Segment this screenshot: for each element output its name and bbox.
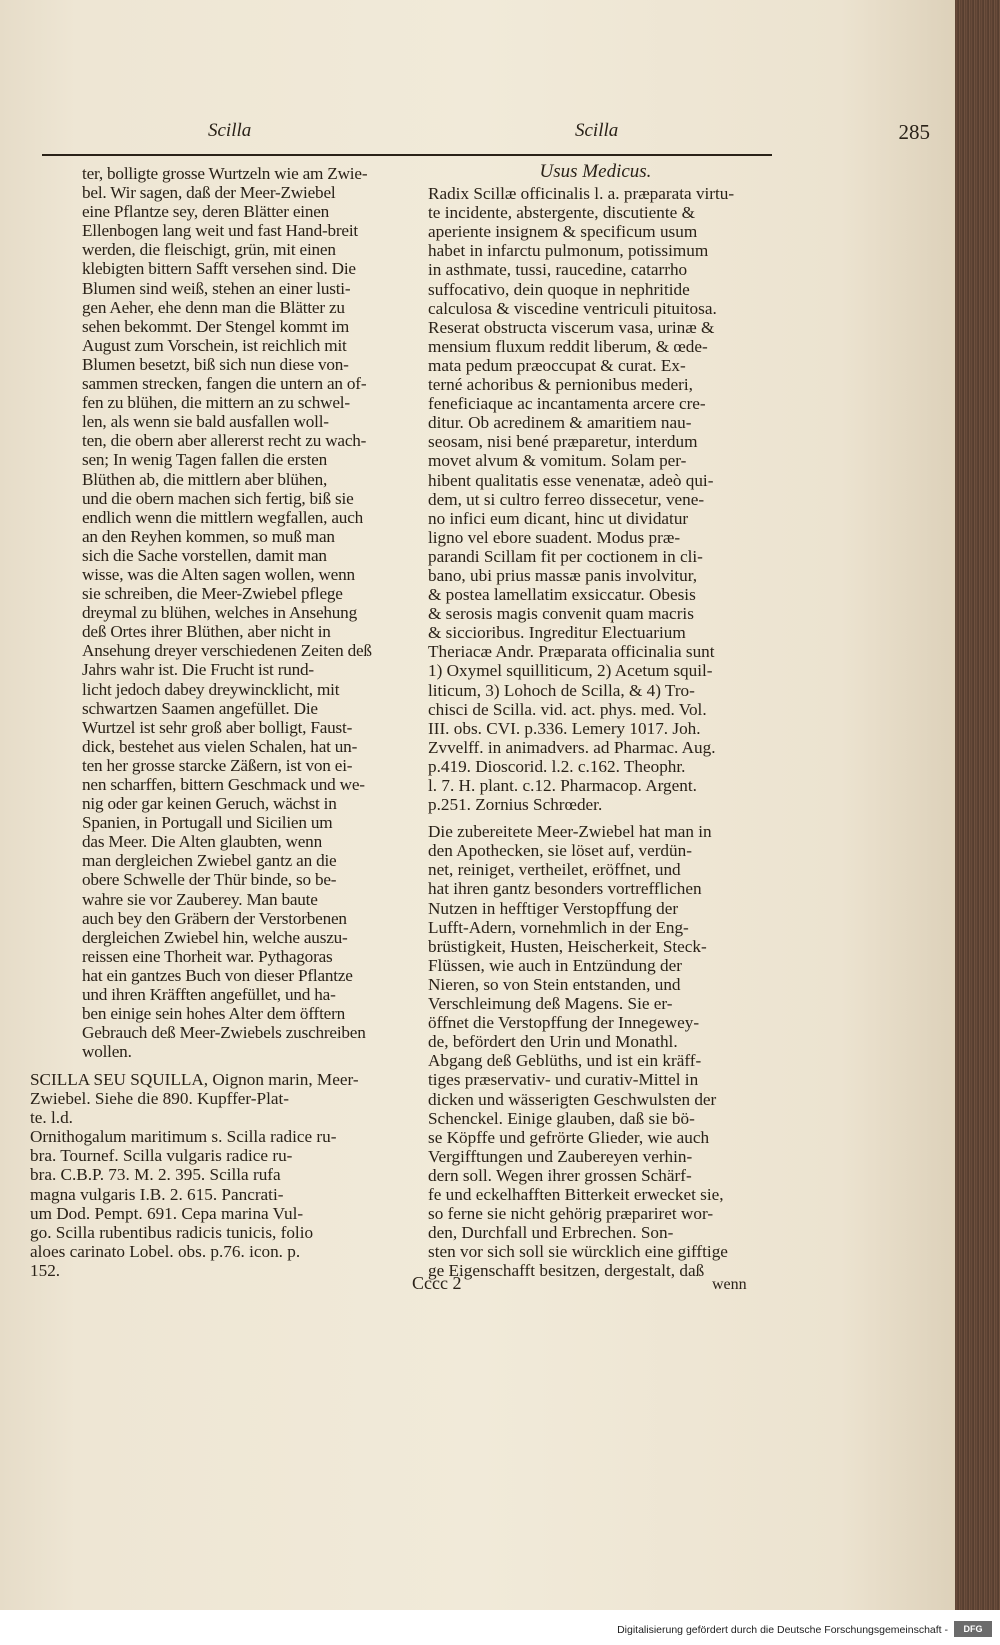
german-paragraph [428, 822, 763, 1280]
latin-line: Radix Scillæ officinalis l. a. præparata virtu- [428, 184, 735, 204]
text-line: Wurtzel ist sehr groß aber bolligt, Faust- [82, 717, 353, 737]
german-line: ge Eigenschafft besitzen, dergestalt, daß [428, 1261, 705, 1281]
signature-mark: Cccc 2 [412, 1273, 462, 1293]
german-line: hat ihren gantz besonders vortrefflichen [428, 879, 702, 899]
latin-line: & postea lamellatim exsiccatur. Obesis [428, 585, 696, 605]
text-line: dick, bestehet aus vielen Schalen, hat un- [82, 736, 358, 756]
latin-line: ditur. Ob acredinem & amaritiem nau- [428, 413, 692, 433]
german-line: dern soll. Wegen ihrer grossen Schärf- [428, 1165, 692, 1185]
text-line: schwartzen Saamen angefüllet. Die [82, 698, 318, 718]
text-line: reissen eine Thorheit war. Pythagoras [82, 946, 333, 966]
latin-line: Zvvelff. in animadvers. ad Pharmac. Aug. [428, 737, 716, 757]
text-line: Gebrauch deß Meer-Zwiebels zuschreiben [82, 1023, 366, 1043]
text-line: Ansehung dreyer verschiedenen Zeiten deß [82, 641, 372, 661]
synonym-line: um Dod. Pempt. 691. Cepa marina Vul- [30, 1203, 304, 1223]
german-line: se Köpffe und gefrörte Glieder, wie auch [428, 1127, 710, 1147]
text-line: nen scharffen, bittern Geschmack und we- [82, 775, 365, 794]
synonym-line: bra. C.B.P. 73. M. 2. 395. Scilla rufa [30, 1165, 281, 1185]
text-line: Blüthen ab, die mittlern aber blühen, [82, 469, 328, 489]
german-line: Lufft-Adern, vornehmlich in der Eng- [428, 917, 689, 937]
latin-line: terné achoribus & pernionibus mederi, [428, 375, 693, 395]
text-line: und die obern machen sich fertig, biß sie [82, 488, 354, 508]
text-line: wisse, was die Alten sagen wollen, wenn [82, 564, 355, 584]
latin-line: p.419. Dioscorid. l.2. c.162. Theophr. [428, 756, 686, 776]
german-line: den, Durchfall und Erbrechen. Son- [428, 1223, 674, 1243]
text-line: wahre sie vor Zauberey. Man baute [82, 889, 318, 909]
synonym-line: magna vulgaris I.B. 2. 615. Pancrati- [30, 1184, 284, 1204]
text-line: Ellenbogen lang weit und fast Hand-breit [82, 221, 358, 241]
latin-line: mata pedum præoccupat & curat. Ex- [428, 355, 686, 375]
german-line: den Apothecken, sie löset auf, verdün- [428, 841, 692, 861]
text-line: dreymal zu blühen, welches in Ansehung [82, 603, 357, 623]
text-line: licht jedoch dabey dreywincklicht, mit [82, 679, 340, 699]
text-line: obere Schwelle der Thür binde, so be- [82, 870, 337, 890]
page-edge [955, 0, 1000, 1610]
latin-line: bano, ubi prius massæ panis involvitur, [428, 565, 698, 585]
german-line: Verschleimung deß Magens. Sie er- [428, 994, 673, 1014]
text-line: klebigten bittern Safft versehen sind. Die [82, 259, 356, 279]
footer-bar [0, 1616, 1000, 1645]
synonym-line: go. Scilla rubentibus radicis tunicis, folio [30, 1222, 314, 1242]
synonym-line: 152. [30, 1260, 61, 1280]
section-title: Usus Medicus. [539, 161, 652, 182]
latin-line: p.251. Zornius Schrœder. [428, 795, 603, 815]
latin-line: III. obs. CVI. p.336. Lemery 1017. Joh. [428, 718, 701, 738]
entry-line: Zwiebel. Siehe die 890. Kupffer-Plat- [30, 1089, 289, 1109]
latin-line: calculosa & viscedine ventriculi pituitosa. [428, 298, 717, 318]
german-line: öffnet die Verstopffung der Innegewey- [428, 1013, 700, 1033]
text-line: deß Ortes ihrer Blüthen, aber nicht in [82, 622, 331, 642]
latin-line: mensium fluxum reddit liberum, & œde- [428, 336, 708, 356]
text-line: Blumen sind weiß, stehen an einer lusti- [82, 278, 351, 298]
text-line: auch bey den Gräbern der Verstorbenen [82, 908, 347, 928]
latin-line: feneficiaque ac incantamenta arcere cre- [428, 394, 706, 414]
running-head-left: Scilla [208, 120, 252, 141]
german-line: fe und eckelhafften Bitterkeit erwecket sie, [428, 1184, 724, 1204]
latin-line: in asthmate, tussi, raucedine, catarrho [428, 260, 688, 280]
latin-line: te incidente, abstergente, discutiente & [428, 203, 695, 223]
text-line: dergleichen Zwiebel hin, welche auszu- [82, 927, 348, 947]
latin-line: hibent qualitatis esse venenatæ, adeò qui- [428, 470, 714, 490]
text-line: an den Reyhen kommen, so muß man [82, 526, 335, 546]
german-line: dicken und wässerigten Geschwulsten der [428, 1089, 717, 1109]
text-line: sammen strecken, fangen die untern an of- [82, 374, 367, 394]
left-column [82, 164, 386, 1061]
latin-line: dem, ut si cultro ferreo dissecetur, vene- [428, 489, 705, 509]
text-line: August zum Vorschein, ist reichlich mit [82, 335, 347, 355]
text-line: ter, bolligte grosse Wurtzeln wie am Zwie- [82, 164, 368, 183]
german-line: Die zubereitete Meer-Zwiebel hat man in [428, 822, 712, 842]
entry-line: te. l.d. [30, 1108, 73, 1128]
text-line: Jahrs wahr ist. Die Frucht ist rund- [82, 660, 314, 680]
text-line: ten, die obern aber allererst recht zu wach- [82, 431, 367, 451]
text-line: gen Aeher, ehe denn man die Blätter zu [82, 297, 345, 317]
german-line: brüstigkeit, Husten, Heischerkeit, Steck- [428, 936, 707, 956]
latin-line: Reserat obstructa viscerum vasa, urinæ & [428, 317, 715, 337]
entry-line: SCILLA SEU SQUILLA, Oignon marin, Meer- [30, 1070, 359, 1089]
german-line: de, befördert den Urin und Monathl. [428, 1032, 678, 1052]
text-line: Blumen besetzt, biß sich nun diese von- [82, 354, 349, 374]
latin-paragraph [428, 184, 763, 814]
entry-heading [30, 1070, 390, 1127]
footer-credit: Digitalisierung gefördert durch die Deutsche Forschungsgemeinschaft - [617, 1624, 948, 1636]
text-line: man dergleichen Zwiebel gantz an die [82, 851, 337, 871]
text-line: Spanien, in Portugall und Sicilien um [82, 813, 333, 833]
text-line: ten her grosse starcke Zäßern, ist von ei- [82, 755, 353, 775]
german-line: Nutzen in hefftiger Verstopffung der [428, 898, 679, 918]
text-line: und ihren Kräfften angefüllet, und ha- [82, 985, 336, 1005]
latin-line: no infici eum dicant, hinc ut dividatur [428, 508, 689, 528]
german-line: Vergifftungen und Zaubereyen verhin- [428, 1146, 693, 1166]
text-line: eine Pflantze sey, deren Blätter einen [82, 202, 330, 222]
german-line: net, reiniget, vertheilet, eröffnet, und [428, 860, 681, 880]
catchword: wenn [712, 1276, 747, 1293]
latin-line: suffocativo, dein quoque in nephritide [428, 279, 690, 299]
german-line: tiges præservativ- und curativ-Mittel in [428, 1070, 699, 1090]
entry-synonyms [30, 1127, 390, 1280]
text-line: wollen. [82, 1042, 132, 1062]
text-line: sen; In wenig Tagen fallen die ersten [82, 450, 327, 470]
text-line: len, als wenn sie bald ausfallen woll- [82, 412, 329, 432]
latin-line: l. 7. H. plant. c.12. Pharmacop. Argent. [428, 776, 697, 795]
latin-line: & serosis magis convenit quam macris [428, 604, 694, 624]
german-line: so ferne sie nicht gehörig præpariret wor- [428, 1204, 714, 1224]
synonym-line: aloes carinato Lobel. obs. p.76. icon. p. [30, 1241, 301, 1261]
text-line: bel. Wir sagen, daß der Meer-Zwiebel [82, 183, 336, 203]
text-line: ben einige sein hohes Alter dem öfftern [82, 1004, 345, 1024]
text-line: sie schreiben, die Meer-Zwiebel pflege [82, 584, 343, 604]
latin-line: liticum, 3) Lohoch de Scilla, & 4) Tro- [428, 680, 695, 700]
german-line: Schenckel. Einige glauben, daß sie bö- [428, 1108, 695, 1128]
dfg-logo: DFG [954, 1621, 992, 1637]
latin-line: ligno vel ebore suadent. Modus præ- [428, 527, 681, 547]
latin-line: seosam, nisi bené præparetur, interdum [428, 432, 698, 452]
latin-line: 1) Oxymel squilliticum, 2) Acetum squil- [428, 661, 713, 681]
synonym-line: bra. Tournef. Scilla vulgaris radice ru- [30, 1146, 293, 1166]
running-head-right: Scilla [575, 120, 619, 141]
latin-line: habet in infarctu pulmonum, potissimum [428, 241, 709, 261]
text-line: das Meer. Die Alten glaubten, wenn [82, 832, 322, 852]
page-number: 285 [898, 120, 930, 144]
german-line: Abgang deß Geblüths, und ist ein kräff- [428, 1051, 702, 1071]
latin-line: movet alvum & vomitum. Solam per- [428, 451, 687, 471]
text-line: endlich wenn die mittlern wegfallen, auch [82, 507, 364, 527]
german-line: sten vor sich soll sie würcklich eine gifftige [428, 1242, 728, 1262]
text-line: hat ein gantzes Buch von dieser Pflantze [82, 965, 353, 985]
text-line: nig oder gar keinen Geruch, wächst in [82, 794, 337, 814]
german-line: Flüssen, wie auch in Entzündung der [428, 955, 682, 975]
text-line: fen zu blühen, die mittern an zu schwel- [82, 393, 350, 413]
german-line: Nieren, so von Stein entstanden, und [428, 974, 681, 994]
latin-line: & siccioribus. Ingreditur Electuarium [428, 623, 686, 643]
latin-line: parandi Scillam fit per coctionem in cli- [428, 546, 703, 566]
latin-line: aperiente insignem & specificum usum [428, 222, 698, 242]
latin-line: Theriacæ Andr. Præparata officinalia sunt [428, 642, 715, 662]
right-column [428, 162, 763, 1280]
text-line: sehen bekommt. Der Stengel kommt im [82, 316, 350, 336]
synonym-line: Ornithogalum maritimum s. Scilla radice ru- [30, 1127, 337, 1147]
text-line: werden, die fleischigt, grün, mit einen [82, 240, 336, 260]
header-rule [42, 154, 772, 156]
entry-scilla [30, 1070, 390, 1280]
text-line: sich die Sache vorstellen, damit man [82, 545, 327, 565]
latin-line: chisci de Scilla. vid. act. phys. med. Vol. [428, 699, 707, 719]
